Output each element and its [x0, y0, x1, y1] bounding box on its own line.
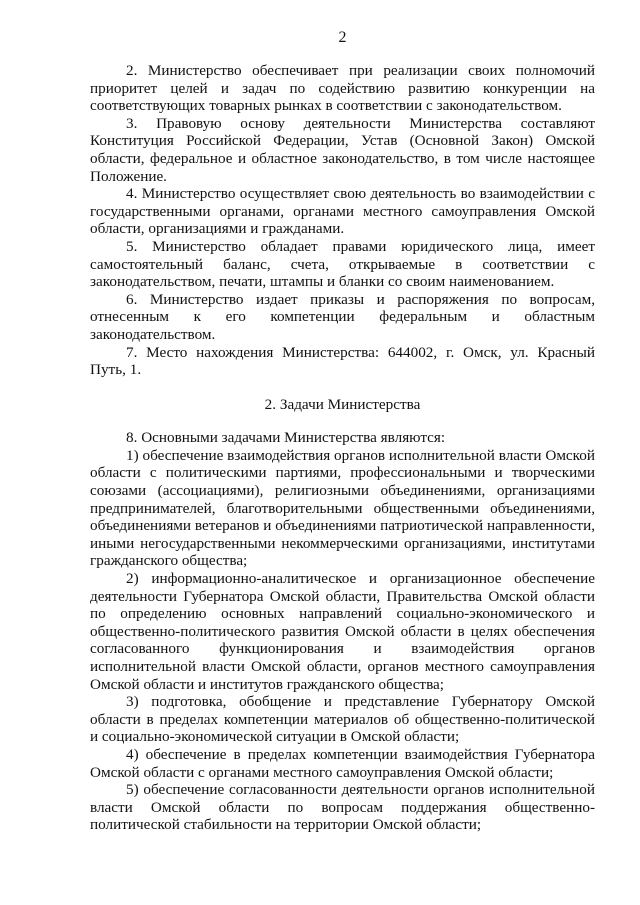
- paragraph-5: 5. Министерство обладает правами юридического лица, имеет самостоятельный баланс, счета, открываемые в соответствии с законодательством, печати, штампы и бланки со своим наименованием.: [90, 237, 595, 291]
- list-item-2: 2) информационно-аналитическое и организационное обеспечение деятельности Губернатора Омской области, Правительства Омской области по определению основных направлений социально-экономического и общественно-политического развития Омской области в целях обеспечения согласованного функционирования и взаимодействия органов исполнительной власти Омской области, органов местного самоуправления Омской области и институтов гражданского общества;: [90, 570, 595, 693]
- list-item-3: 3) подготовка, обобщение и представление Губернатору Омской области в пределах компетенции материалов об общественно-политической и социально-экономической ситуации в Омской области;: [90, 693, 595, 746]
- section-title: 2. Задачи Министерства: [264, 395, 421, 413]
- document-page: [90, 28, 595, 834]
- list-item-1: 1) обеспечение взаимодействия органов исполнительной власти Омской области с политическими партиями, профессиональными и творческими союзами (ассоциациями), религиозными объединениями, организациями предпринимателей, благотворительными общественными объединениями, объединениями ветеранов и объединениями патриотической направленности, иными негосударственными некоммерческими организациями, институтами гражданского общества;: [90, 446, 595, 570]
- page-number: 2: [338, 29, 347, 46]
- list-item-5: 5) обеспечение согласованности деятельности органов исполнительной власти Омской области по вопросам поддержания общественно-политической стабильности на территории Омской области;: [90, 781, 595, 834]
- paragraph-7: 7. Место нахождения Министерства: 644002, г. Омск, ул. Красный Путь, 1.: [90, 343, 595, 379]
- paragraph-4: 4. Министерство осуществляет свою деятельность во взаимодействии с государственными органами, органами местного самоуправления Омской области, организациями и гражданами.: [90, 185, 595, 238]
- list-item-4: 4) обеспечение в пределах компетенции взаимодействия Губернатора Омской области с органами местного самоуправления Омской области;: [90, 745, 595, 781]
- paragraph-8: 8. Основными задачами Министерства являются:: [126, 429, 446, 447]
- paragraph-6: 6. Министерство издает приказы и распоряжения по вопросам, отнесенным к его компетенции федеральным и областным законодательством.: [90, 290, 595, 343]
- paragraph-3: 3. Правовую основу деятельности Министерства составляют Конституция Российской Федерации, Устав (Основной Закон) Омской области, федеральное и областное законодательство, в том числе настоящее Положение.: [90, 114, 595, 185]
- paragraph-2: 2. Министерство обеспечивает при реализации своих полномочий приоритет целей и задач по содействию развитию конкуренции на соответствующих товарных рынках в соответствии с законодательством.: [90, 62, 595, 115]
